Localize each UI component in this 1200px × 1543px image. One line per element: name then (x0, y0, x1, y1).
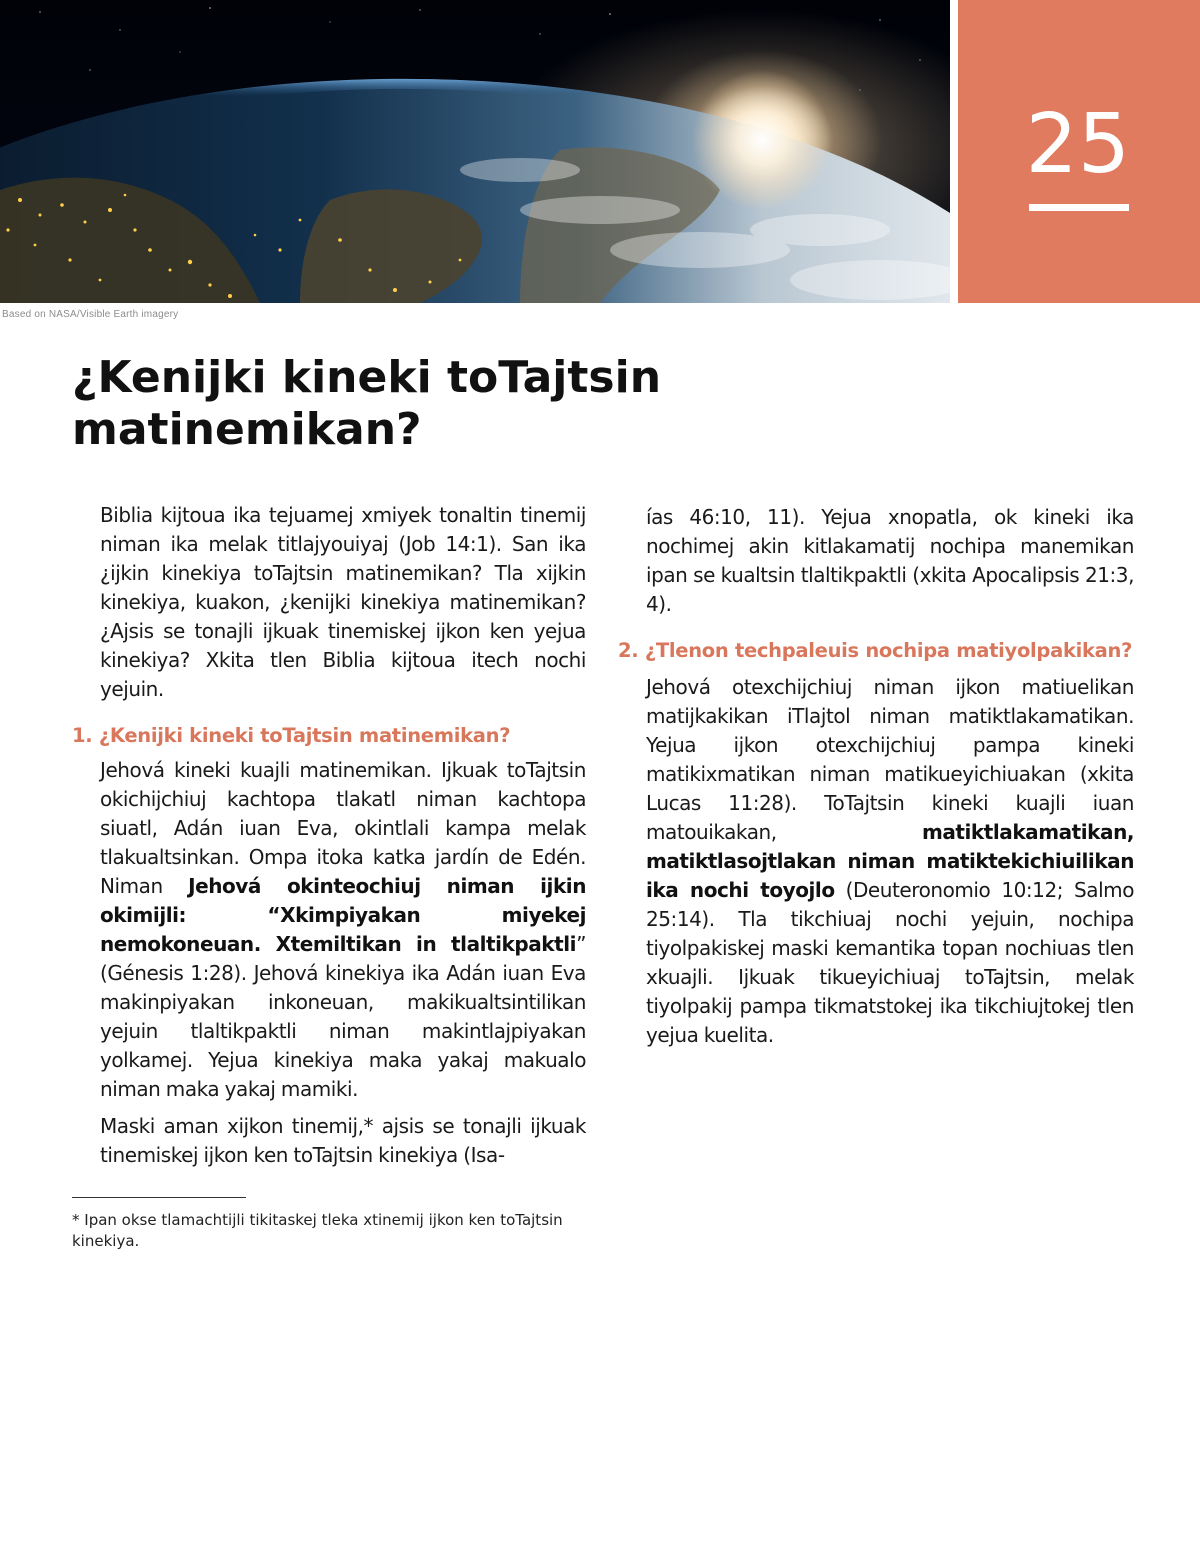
section-1-paragraph-1 (100, 756, 586, 1104)
section-1-p1-text-a: Jehová kineki kuajli matinemikan. Ijkuak toTajtsin okichijchiuj kachtopa tlakatl niman kachtopa siuatl, Adán iuan Eva, okintlali kampa melak tlakualtsinkan. Ompa itoka katka jardín de Edén. Niman (100, 758, 586, 898)
section-2-p1-emphasis: matiktlakamatikan, matiktlasojtlakan niman matiktekichiuilikan ika nochi toyojlo (646, 820, 1134, 902)
sun-flare (692, 70, 832, 210)
earth-hero-image (0, 0, 950, 303)
lesson-number-underline (1029, 204, 1129, 211)
lesson-number: 25 (1025, 97, 1130, 192)
section-1-p1-text-b: ” (Génesis 1:28). Jehová kinekiya ika Adán iuan Eva makinpiyakan inkoneuan, makikualtsintilikan yejuin tlaltikpaktli niman makintlajpiyakan yolkamej. Yejua kinekiya maka yakaj makualo niman maka yakaj mamiki. (100, 932, 586, 1101)
page-title (72, 352, 772, 456)
section-2-p1-text-a: Jehová otexchijchiuj niman ijkon matiuelikan matijkakikan iTlajtol niman matiktlakamatikan. Yejua ijkon otexchijchiuj pampa kineki matikixmatikan niman matikueyichiuakan (xkita Lucas 11:28). ToTajtsin kineki kuajli iuan matouikakan, (646, 675, 1134, 844)
lesson-number-box (958, 0, 1200, 303)
intro-paragraph: Biblia kijtoua ika tejuamej xmiyek tonaltin tinemij niman ika melak titlajyouiyaj (Job 14:1). San ika ¿ijkin kinekiya toTajtsin matinemikan? Tla xijkin kinekiya, kuakon, ¿kenijki kinekiya matinemikan? ¿Ajsis se tonajli ijkuak tinemiskej ijkon ken yejua kinekiya? Xkita tlen Biblia kijtoua itech nochi yejuin. (100, 503, 586, 701)
section-1-p1-emphasis: Jehová okinteochiuj niman ijkin okimijli: “Xkimpiyakan miyekej nemokoneuan. Xtemiltikan in tlaltikpaktli (100, 874, 586, 956)
section-2-heading (618, 637, 1134, 665)
section-2-title: ¿Tlenon techpaleuis nochipa matiyolpakikan? (644, 639, 1133, 662)
section-1-heading (72, 722, 586, 750)
earth-illustration (0, 0, 950, 303)
page-title-line-2: matinemikan? (72, 404, 422, 455)
page-title-line-1: ¿Kenijki kineki toTajtsin (72, 352, 662, 403)
footnote: * Ipan okse tlamachtijli tikitaskej tleka xtinemij ijkon ken toTajtsin kinekiya. (72, 1211, 563, 1250)
image-credit: Based on NASA/Visible Earth imagery (2, 309, 179, 320)
section-2-p1-text-b: (Deuteronomio 10:12; Salmo 25:14). Tla tikchiuaj nochi yejuin, nochipa tiyolpakiskej maski kemantika topan nochiuas tlen xkuajli. Ijkuak tikueyichiuaj toTajtsin, melak tiyolpakij pampa tikmatstokej ika tikchiujtokej tlen yejua kuelita. (646, 878, 1134, 1047)
section-2-number: 2. (618, 639, 639, 662)
right-column (618, 503, 1134, 1058)
section-2-paragraph-1 (646, 673, 1134, 1050)
section-1-title: ¿Kenijki kineki toTajtsin matinemikan? (98, 724, 511, 747)
section-1-paragraph-2-end: ías 46:10, 11). Yejua xnopatla, ok kineki ika nochimej akin kitlakamatij nochipa manemikan ipan se kualtsin tlaltikpaktli (xkita Apocalipsis 21:3, 4). (646, 505, 1134, 616)
section-1-paragraph-2-start: Maski aman xijkon tinemij,* ajsis se tonajli ijkuak tinemiskej ijkon ken toTajtsin kinekiya (Isa- (100, 1114, 586, 1167)
section-1-number: 1. (72, 724, 93, 747)
left-column (72, 501, 586, 1178)
footnote-divider (72, 1197, 246, 1198)
